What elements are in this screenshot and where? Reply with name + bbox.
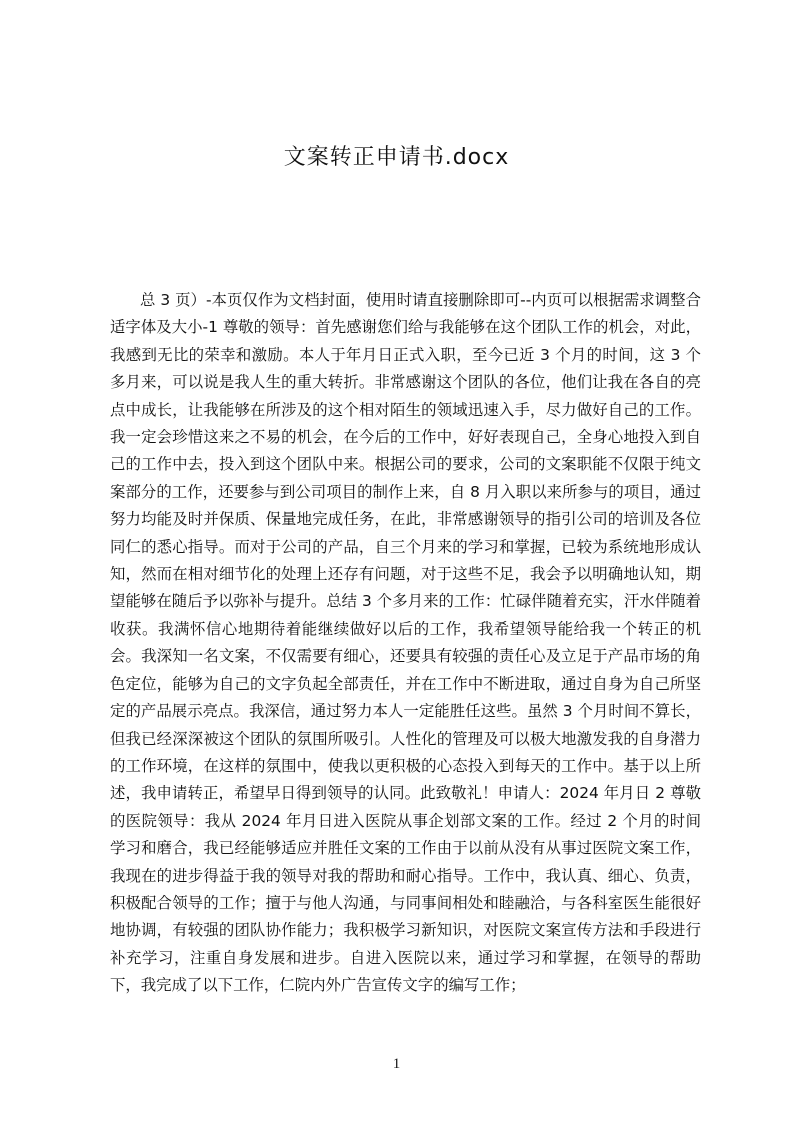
page-number: 1 — [392, 1056, 401, 1072]
document-body-paragraph: 总 3 页）-本页仅作为文档封面，使用时请直接删除即可--内页可以根据需求调整合适字体及大小-1 尊敬的领导：首先感谢您们给与我能够在这个团队工作的机会，对此，我感到无比的荣幸和激励。本人于年月日正式入职，至今已近 3 个月的时间，这 3 个多月来，可以说是我人生的重大转折。非常感谢这个团队的各位，他们让我在各自的亮点中成长，让我能够在所涉及的这个相对陌生的领域迅速入手，尽力做好自己的工作。我一定会珍惜这来之不易的机会，在今后的工作中，好好表现自己，全身心地投入到自己的工作中去，投入到这个团队中来。根据公司的要求，公司的文案职能不仅限于纯文案部分的工作，还要参与到公司项目的制作上来，自 8 月入职以来所参与的项目，通过努力均能及时并保质、保量地完成任务，在此，非常感谢领导的指引公司的培训及各位同仁的悉心指导。而对于公司的产品，自三个月来的学习和掌握，已较为系统地形成认知，然而在相对细节化的处理上还存有问题，对于这些不足，我会予以明确地认知，期望能够在随后予以弥补与提升。总结 3 个多月来的工作：忙碌伴随着充实，汗水伴随着收获。我满怀信心地期待着能继续做好以后的工作，我希望领导能给我一个转正的机会。我深知一名文案，不仅需要有细心，还要具有较强的责任心及立足于产品市场的角色定位，能够为自己的文字负起全部责任，并在工作中不断进取，通过自身为自己所坚定的产品展示亮点。我深信，通过努力本人一定能胜任这些。虽然 3 个月时间不算长，但我已经深深被这个团队的氛围所吸引。人性化的管理及可以极大地激发我的自身潜力的工作环境，在这样的氛围中，使我以更积极的心态投入到每天的工作中。基于以上所述，我申请转正，希望早日得到领导的认同。此致敬礼！申请人：2024 年月日 2 尊敬的医院领导：我从 2024 年月日进入医院从事企划部文案的工作。经过 2 个月的时间学习和磨合，我已经能够适应并胜任文案的工作由于以前从没有从事过医院文案工作，我现在的进步得益于我的领导对我的帮助和耐心指导。工作中，我认真、细心、负责，积极配合领导的工作；擅于与他人沟通，与同事间相处和睦融洽，与各科室医生能很好地协调，有较强的团队协作能力；我积极学习新知识，对医院文案宣传方法和手段进行补充学习，注重自身发展和进步。自进入医院以来，通过学习和掌握，在领导的帮助下，我完成了以下工作，仁院内外广告宣传文字的编写工作； — [110, 291, 701, 995]
document-title: 文案转正申请书.docx — [283, 145, 510, 170]
